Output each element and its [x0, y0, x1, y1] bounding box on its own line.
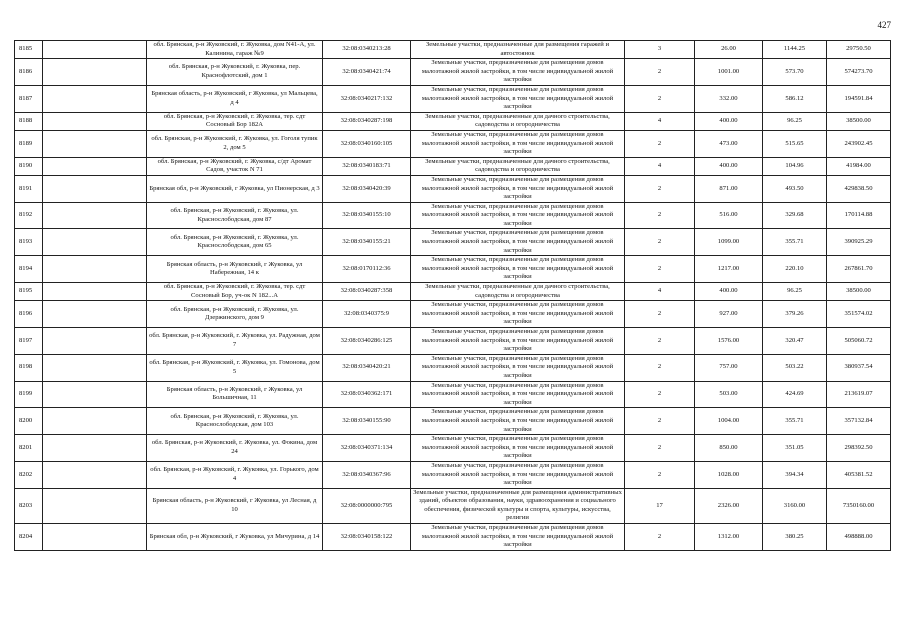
address-cell: обл. Брянская, р-н Жуковский, г. Жуковка, ул. Краснослободская, дом 87 [147, 202, 323, 229]
table-row [15, 381, 891, 408]
table-row [15, 112, 891, 130]
page-number: 427 [877, 20, 891, 30]
cadastral-value-cell: 390925.29 [827, 229, 891, 256]
specific-value-cell: 586.12 [763, 85, 827, 112]
cadastral-number-cell: 32:08:0340155:10 [323, 202, 411, 229]
group-code-cell: 2 [625, 354, 695, 381]
specific-value-cell: 503.22 [763, 354, 827, 381]
specific-value-cell: 104.96 [763, 157, 827, 175]
cadastral-value-cell: 298392.50 [827, 435, 891, 462]
cadastral-value-cell: 405381.52 [827, 461, 891, 488]
row-number-cell: 8196 [15, 301, 43, 328]
cadastral-value-cell: 38500.00 [827, 283, 891, 301]
group-code-cell: 4 [625, 283, 695, 301]
address-cell: обл. Брянская, р-н Жуковский, г. Жуковка, ул. Фокина, дом 24 [147, 435, 323, 462]
land-use-cell: Земельные участки, предназначенные для дачного строительства, садоводства и огородничества [411, 157, 625, 175]
specific-value-cell: 493.50 [763, 175, 827, 202]
cadastral-value-cell: 243902.45 [827, 130, 891, 157]
group-code-cell: 2 [625, 59, 695, 86]
table-row [15, 408, 891, 435]
table-row [15, 283, 891, 301]
area-cell: 332.00 [695, 85, 763, 112]
address-cell: обл. Брянская, р-н Жуковский, г. Жуковка, с/дт Аромат Садов, участок N 71 [147, 157, 323, 175]
table-row [15, 130, 891, 157]
table-row [15, 202, 891, 229]
address-cell: Брянская обл, р-н Жуковский, г Жуковка, ул Пионерская, д 3 [147, 175, 323, 202]
address-cell: обл. Брянская, р-н Жуковский, г. Жуковка, ул. Радужная, дом 7 [147, 328, 323, 355]
address-cell: Брянская область, р-н Жуковский, г Жуковка, ул Мальцева, д 4 [147, 85, 323, 112]
area-cell: 1576.00 [695, 328, 763, 355]
spacer-cell [43, 328, 147, 355]
row-number-cell: 8200 [15, 408, 43, 435]
row-number-cell: 8194 [15, 256, 43, 283]
group-code-cell: 4 [625, 112, 695, 130]
table-row [15, 301, 891, 328]
area-cell: 1099.00 [695, 229, 763, 256]
row-number-cell: 8195 [15, 283, 43, 301]
spacer-cell [43, 175, 147, 202]
area-cell: 1028.00 [695, 461, 763, 488]
land-use-cell: Земельные участки, предназначенные для размещения гаражей и автостоянок [411, 41, 625, 59]
cadastral-value-cell: 357132.84 [827, 408, 891, 435]
cadastral-number-cell: 32:08:0340160:105 [323, 130, 411, 157]
specific-value-cell: 573.70 [763, 59, 827, 86]
land-use-cell: Земельные участки, предназначенные для размещения домов малоэтажной жилой застройки, в том числе индивидуальной жилой застройки [411, 130, 625, 157]
address-cell: обл. Брянская, р-н Жуковский, г. Жуковка, тер. сдт Сосновый Бор 182А [147, 112, 323, 130]
table-row [15, 229, 891, 256]
table-row [15, 354, 891, 381]
specific-value-cell: 515.65 [763, 130, 827, 157]
spacer-cell [43, 59, 147, 86]
land-use-cell: Земельные участки, предназначенные для размещения административных зданий, объектов образования, науки, здравоохранения и социального обеспечения, физической культуры и спорта, культуры, искусства, религии [411, 488, 625, 523]
row-number-cell: 8193 [15, 229, 43, 256]
row-number-cell: 8191 [15, 175, 43, 202]
row-number-cell: 8201 [15, 435, 43, 462]
group-code-cell: 2 [625, 301, 695, 328]
land-use-cell: Земельные участки, предназначенные для размещения домов малоэтажной жилой застройки, в том числе индивидуальной жилой застройки [411, 59, 625, 86]
table-row [15, 328, 891, 355]
cadastral-number-cell: 32:08:0340155:21 [323, 229, 411, 256]
cadastral-value-cell: 213619.07 [827, 381, 891, 408]
cadastral-number-cell: 32:08:0340183:71 [323, 157, 411, 175]
cadastral-number-cell: 32:08:0000000:795 [323, 488, 411, 523]
spacer-cell [43, 301, 147, 328]
spacer-cell [43, 130, 147, 157]
cadastral-value-cell: 498888.00 [827, 524, 891, 551]
specific-value-cell: 394.34 [763, 461, 827, 488]
table-row [15, 435, 891, 462]
row-number-cell: 8198 [15, 354, 43, 381]
spacer-cell [43, 283, 147, 301]
cadastral-number-cell: 32:08:0340217:132 [323, 85, 411, 112]
cadastral-value-cell: 194591.84 [827, 85, 891, 112]
cadastral-number-cell: 32:08:0340287:198 [323, 112, 411, 130]
row-number-cell: 8187 [15, 85, 43, 112]
group-code-cell: 2 [625, 461, 695, 488]
group-code-cell: 2 [625, 408, 695, 435]
cadastral-number-cell: 32:08:0340420:39 [323, 175, 411, 202]
area-cell: 503.00 [695, 381, 763, 408]
table-row [15, 256, 891, 283]
area-cell: 927.00 [695, 301, 763, 328]
table-row [15, 59, 891, 86]
address-cell: Брянская область, р-н Жуковский, г Жуковка, ул Лесная, д 10 [147, 488, 323, 523]
spacer-cell [43, 524, 147, 551]
spacer-cell [43, 41, 147, 59]
address-cell: обл. Брянская, р-н Жуковский, г. Жуковка, ул. Краснослободская, дом 65 [147, 229, 323, 256]
land-use-cell: Земельные участки, предназначенные для размещения домов малоэтажной жилой застройки, в том числе индивидуальной жилой застройки [411, 381, 625, 408]
specific-value-cell: 380.25 [763, 524, 827, 551]
cadastral-number-cell: 32:08:0340421:74 [323, 59, 411, 86]
spacer-cell [43, 354, 147, 381]
row-number-cell: 8190 [15, 157, 43, 175]
area-cell: 1217.00 [695, 256, 763, 283]
address-cell: Брянская обл, р-н Жуковский, г Жуковка, ул Мичурина, д 14 [147, 524, 323, 551]
cadastral-number-cell: 32:08:0170112:36 [323, 256, 411, 283]
cadastral-number-cell: 32:08:0340375:9 [323, 301, 411, 328]
address-cell: обл. Брянская, р-н Жуковский, г. Жуковка, ул. Краснослободская, дом 103 [147, 408, 323, 435]
cadastral-number-cell: 32:08:0340155:90 [323, 408, 411, 435]
area-cell: 850.00 [695, 435, 763, 462]
group-code-cell: 17 [625, 488, 695, 523]
spacer-cell [43, 202, 147, 229]
cadastral-number-cell: 32:08:0340420:21 [323, 354, 411, 381]
table-body [15, 41, 891, 551]
cadastral-number-cell: 32:08:0340287:358 [323, 283, 411, 301]
table-row [15, 41, 891, 59]
group-code-cell: 2 [625, 381, 695, 408]
group-code-cell: 3 [625, 41, 695, 59]
cadastral-value-cell: 267861.70 [827, 256, 891, 283]
area-cell: 757.00 [695, 354, 763, 381]
row-number-cell: 8199 [15, 381, 43, 408]
cadastral-value-cell: 41984.00 [827, 157, 891, 175]
land-use-cell: Земельные участки, предназначенные для дачного строительства, садоводства и огородничества [411, 283, 625, 301]
group-code-cell: 2 [625, 328, 695, 355]
group-code-cell: 2 [625, 85, 695, 112]
cadastral-table [14, 40, 891, 551]
row-number-cell: 8202 [15, 461, 43, 488]
cadastral-number-cell: 32:08:0340367:96 [323, 461, 411, 488]
specific-value-cell: 424.69 [763, 381, 827, 408]
spacer-cell [43, 256, 147, 283]
specific-value-cell: 96.25 [763, 283, 827, 301]
group-code-cell: 2 [625, 175, 695, 202]
area-cell: 1001.00 [695, 59, 763, 86]
cadastral-value-cell: 351574.02 [827, 301, 891, 328]
table-row [15, 85, 891, 112]
cadastral-value-cell: 170114.88 [827, 202, 891, 229]
land-use-cell: Земельные участки, предназначенные для размещения домов малоэтажной жилой застройки, в том числе индивидуальной жилой застройки [411, 354, 625, 381]
address-cell: обл. Брянская, р-н Жуковский, г. Жуковка, ул. Горького, дом 4 [147, 461, 323, 488]
spacer-cell [43, 488, 147, 523]
address-cell: обл. Брянская, р-н Жуковский, г. Жуковка, пер. Краснофлотский, дом 1 [147, 59, 323, 86]
land-use-cell: Земельные участки, предназначенные для дачного строительства, садоводства и огородничества [411, 112, 625, 130]
address-cell: Брянская область, р-н Жуковский, г Жуковка, ул Набережная, 14 к [147, 256, 323, 283]
land-use-cell: Земельные участки, предназначенные для размещения домов малоэтажной жилой застройки, в том числе индивидуальной жилой застройки [411, 461, 625, 488]
row-number-cell: 8188 [15, 112, 43, 130]
land-use-cell: Земельные участки, предназначенные для размещения домов малоэтажной жилой застройки, в том числе индивидуальной жилой застройки [411, 435, 625, 462]
spacer-cell [43, 461, 147, 488]
area-cell: 871.00 [695, 175, 763, 202]
cadastral-number-cell: 32:08:0340158:122 [323, 524, 411, 551]
specific-value-cell: 355.71 [763, 408, 827, 435]
group-code-cell: 2 [625, 524, 695, 551]
row-number-cell: 8197 [15, 328, 43, 355]
area-cell: 400.00 [695, 283, 763, 301]
table-row [15, 488, 891, 523]
specific-value-cell: 96.25 [763, 112, 827, 130]
area-cell: 26.00 [695, 41, 763, 59]
table-row [15, 175, 891, 202]
spacer-cell [43, 85, 147, 112]
row-number-cell: 8189 [15, 130, 43, 157]
address-cell: Брянская область, р-н Жуковский, г Жуковка, ул Большичная, 11 [147, 381, 323, 408]
cadastral-value-cell: 380937.54 [827, 354, 891, 381]
spacer-cell [43, 229, 147, 256]
row-number-cell: 8186 [15, 59, 43, 86]
land-use-cell: Земельные участки, предназначенные для размещения домов малоэтажной жилой застройки, в том числе индивидуальной жилой застройки [411, 85, 625, 112]
spacer-cell [43, 435, 147, 462]
land-use-cell: Земельные участки, предназначенные для размещения домов малоэтажной жилой застройки, в том числе индивидуальной жилой застройки [411, 408, 625, 435]
specific-value-cell: 329.68 [763, 202, 827, 229]
land-use-cell: Земельные участки, предназначенные для размещения домов малоэтажной жилой застройки, в том числе индивидуальной жилой застройки [411, 256, 625, 283]
spacer-cell [43, 157, 147, 175]
address-cell: обл. Брянская, р-н Жуковский, г. Жуковка, дом N41-А, ул. Калинина, гараж №9 [147, 41, 323, 59]
row-number-cell: 8185 [15, 41, 43, 59]
cadastral-value-cell: 429838.50 [827, 175, 891, 202]
cadastral-value-cell: 7350160.00 [827, 488, 891, 523]
specific-value-cell: 379.26 [763, 301, 827, 328]
group-code-cell: 2 [625, 229, 695, 256]
land-use-cell: Земельные участки, предназначенные для размещения домов малоэтажной жилой застройки, в том числе индивидуальной жилой застройки [411, 301, 625, 328]
area-cell: 400.00 [695, 157, 763, 175]
specific-value-cell: 320.47 [763, 328, 827, 355]
area-cell: 1312.00 [695, 524, 763, 551]
area-cell: 400.00 [695, 112, 763, 130]
land-use-cell: Земельные участки, предназначенные для размещения домов малоэтажной жилой застройки, в том числе индивидуальной жилой застройки [411, 524, 625, 551]
specific-value-cell: 3160.00 [763, 488, 827, 523]
group-code-cell: 4 [625, 157, 695, 175]
table-row [15, 524, 891, 551]
spacer-cell [43, 408, 147, 435]
cadastral-number-cell: 32:08:0340362:171 [323, 381, 411, 408]
land-use-cell: Земельные участки, предназначенные для размещения домов малоэтажной жилой застройки, в том числе индивидуальной жилой застройки [411, 202, 625, 229]
cadastral-number-cell: 32:08:0340213:28 [323, 41, 411, 59]
address-cell: обл. Брянская, р-н Жуковский, г. Жуковка, тер. сдт Сосновый Бор, уч-ок N 182...А [147, 283, 323, 301]
group-code-cell: 2 [625, 435, 695, 462]
area-cell: 473.00 [695, 130, 763, 157]
cadastral-number-cell: 32:08:0340371:134 [323, 435, 411, 462]
cadastral-value-cell: 574273.70 [827, 59, 891, 86]
row-number-cell: 8204 [15, 524, 43, 551]
cadastral-value-cell: 505060.72 [827, 328, 891, 355]
specific-value-cell: 1144.25 [763, 41, 827, 59]
area-cell: 516.00 [695, 202, 763, 229]
specific-value-cell: 355.71 [763, 229, 827, 256]
specific-value-cell: 220.10 [763, 256, 827, 283]
row-number-cell: 8203 [15, 488, 43, 523]
spacer-cell [43, 381, 147, 408]
cadastral-number-cell: 32:08:0340286:125 [323, 328, 411, 355]
group-code-cell: 2 [625, 202, 695, 229]
cadastral-value-cell: 38500.00 [827, 112, 891, 130]
land-use-cell: Земельные участки, предназначенные для размещения домов малоэтажной жилой застройки, в том числе индивидуальной жилой застройки [411, 229, 625, 256]
specific-value-cell: 351.05 [763, 435, 827, 462]
area-cell: 1004.00 [695, 408, 763, 435]
address-cell: обл. Брянская, р-н Жуковский, г. Жуковка, ул. Дзержинского, дом 9 [147, 301, 323, 328]
table-row [15, 461, 891, 488]
group-code-cell: 2 [625, 130, 695, 157]
table-row [15, 157, 891, 175]
cadastral-value-cell: 29750.50 [827, 41, 891, 59]
address-cell: обл. Брянская, р-н Жуковский, г. Жуковка, ул. Гоголя тупик 2, дом 5 [147, 130, 323, 157]
address-cell: обл. Брянская, р-н Жуковский, г. Жуковка, ул. Гомонова, дом 5 [147, 354, 323, 381]
land-use-cell: Земельные участки, предназначенные для размещения домов малоэтажной жилой застройки, в том числе индивидуальной жилой застройки [411, 328, 625, 355]
land-use-cell: Земельные участки, предназначенные для размещения домов малоэтажной жилой застройки, в том числе индивидуальной жилой застройки [411, 175, 625, 202]
spacer-cell [43, 112, 147, 130]
group-code-cell: 2 [625, 256, 695, 283]
area-cell: 2326.00 [695, 488, 763, 523]
row-number-cell: 8192 [15, 202, 43, 229]
